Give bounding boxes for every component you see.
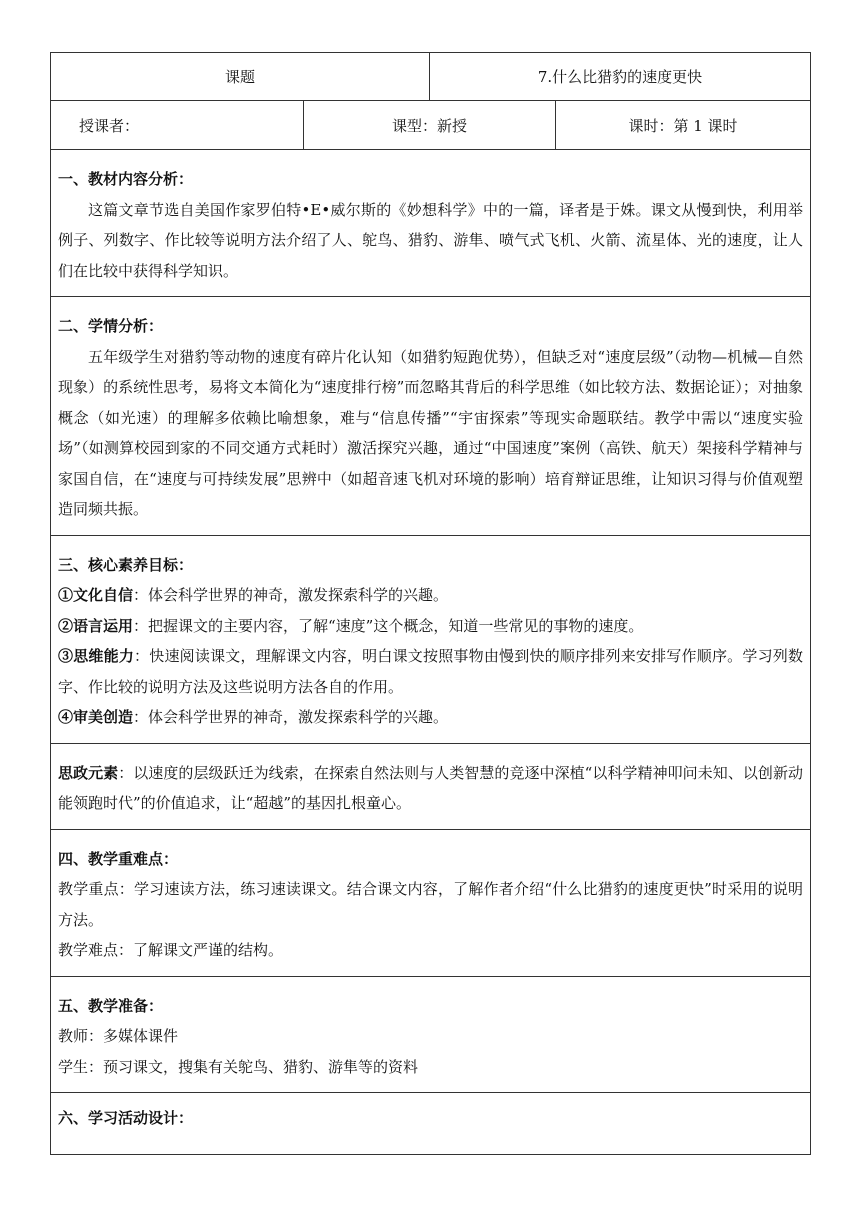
topic-value-cell	[430, 53, 811, 101]
goal-item	[58, 702, 803, 733]
students-heading: 二、学情分析：	[58, 317, 164, 335]
goal-label: ①文化自信	[58, 586, 134, 604]
teacher-label: 授课者：	[79, 116, 140, 135]
lesson-type: 课型：新授	[392, 116, 468, 135]
period: 课时：第 1 课时	[628, 116, 738, 135]
info-row	[51, 101, 811, 150]
goal-label: ④审美创造	[58, 708, 134, 726]
goal-item	[58, 580, 803, 611]
goal-text: ：体会科学世界的神奇，激发探索科学的兴趣。	[133, 586, 449, 604]
goal-text: ：体会科学世界的神奇，激发探索科学的兴趣。	[133, 708, 449, 726]
keypoints-section	[51, 829, 811, 976]
lesson-type-cell	[304, 101, 556, 150]
keypoints-row	[51, 829, 811, 976]
prep-student: 学生：预习课文，搜集有关鸵鸟、猎豹、游隼等的资料	[58, 1057, 419, 1076]
lesson-plan-table	[50, 52, 811, 1155]
topic-value: 7.什么比猎豹的速度更快	[537, 68, 703, 86]
topic-label-cell	[51, 53, 430, 101]
goals-row	[51, 535, 811, 743]
design-section	[51, 1093, 811, 1155]
design-heading: 六、学习活动设计：	[58, 1109, 194, 1127]
design-row	[51, 1093, 811, 1155]
ideology-section	[51, 743, 811, 829]
goal-text: ：把握课文的主要内容，了解“速度”这个概念，知道一些常见的事物的速度。	[133, 616, 644, 635]
prep-heading: 五、教学准备：	[58, 996, 164, 1015]
goal-text: ：快速阅读课文，理解课文内容，明白课文按照事物由慢到快的顺序排列来安排写作顺序。学习列数字、作比较的说明方法及这些说明方法各自的作用。	[58, 647, 804, 696]
goal-label: ③思维能力	[58, 647, 135, 665]
analysis-row	[51, 150, 811, 297]
prep-section	[51, 976, 811, 1093]
ideology-paragraph	[58, 758, 803, 819]
analysis-section	[51, 150, 811, 297]
ideology-row	[51, 743, 811, 829]
analysis-heading: 一、教材内容分析：	[58, 170, 194, 188]
goal-label: ②语言运用	[58, 616, 134, 635]
title-row	[51, 53, 811, 101]
goals-heading: 三、核心素养目标：	[58, 555, 194, 574]
keypoints-heading: 四、教学重难点：	[58, 849, 179, 868]
period-cell	[556, 101, 811, 150]
analysis-body: 这篇文章节选自美国作家罗伯特•E•威尔斯的《妙想科学》中的一篇，译者是于姝。课文从慢到快，利用举例子、列数字、作比较等说明方法介绍了人、鸵鸟、猎豹、游隼、喷气式飞机、火箭、流星体、光的速度，让人们在比较中获得科学知识。	[58, 200, 804, 280]
ideology-label: 思政元素	[58, 763, 119, 782]
prep-teacher: 教师：多媒体课件	[58, 1027, 179, 1045]
students-row	[51, 297, 811, 536]
students-section	[51, 297, 811, 536]
goals-section	[51, 535, 811, 743]
ideology-text: ：以速度的层级跃迁为线索，在探索自然法则与人类智慧的竞逐中深植“以科学精神叩问未知、以创新动能领跑时代”的价值追求，让“超越”的基因扎根童心。	[58, 763, 804, 812]
goal-item	[58, 641, 803, 702]
teacher-cell	[51, 101, 304, 150]
goal-item	[58, 611, 803, 642]
prep-row	[51, 976, 811, 1093]
key-point: 教学重点：学习速读方法，练习速读课文。结合课文内容，了解作者介绍“什么比猎豹的速度更快”时采用的说明方法。	[58, 880, 804, 929]
students-body: 五年级学生对猎豹等动物的速度有碎片化认知（如猎豹短跑优势），但缺乏对“速度层级”（动物—机械—自然现象）的系统性思考，易将文本简化为“速度排行榜”而忽略其背后的科学思维（如比较方法、数据论证）；对抽象概念（如光速）的理解多依赖比喻想象，难与“信息传播”“宇宙探索”等现实命题联结。教学中需以“速度实验场”（如测算校园到家的不同交通方式耗时）激活探究兴趣，通过“中国速度”案例（高铁、航天）架接科学精神与家国自信，在“速度与可持续发展”思辨中（如超音速飞机对环境的影响）培育辩证思维，让知识习得与价值观塑造同频共振。	[58, 347, 804, 518]
topic-label: 课题	[225, 68, 256, 86]
difficult-point: 教学难点：了解课文严谨的结构。	[58, 941, 284, 959]
